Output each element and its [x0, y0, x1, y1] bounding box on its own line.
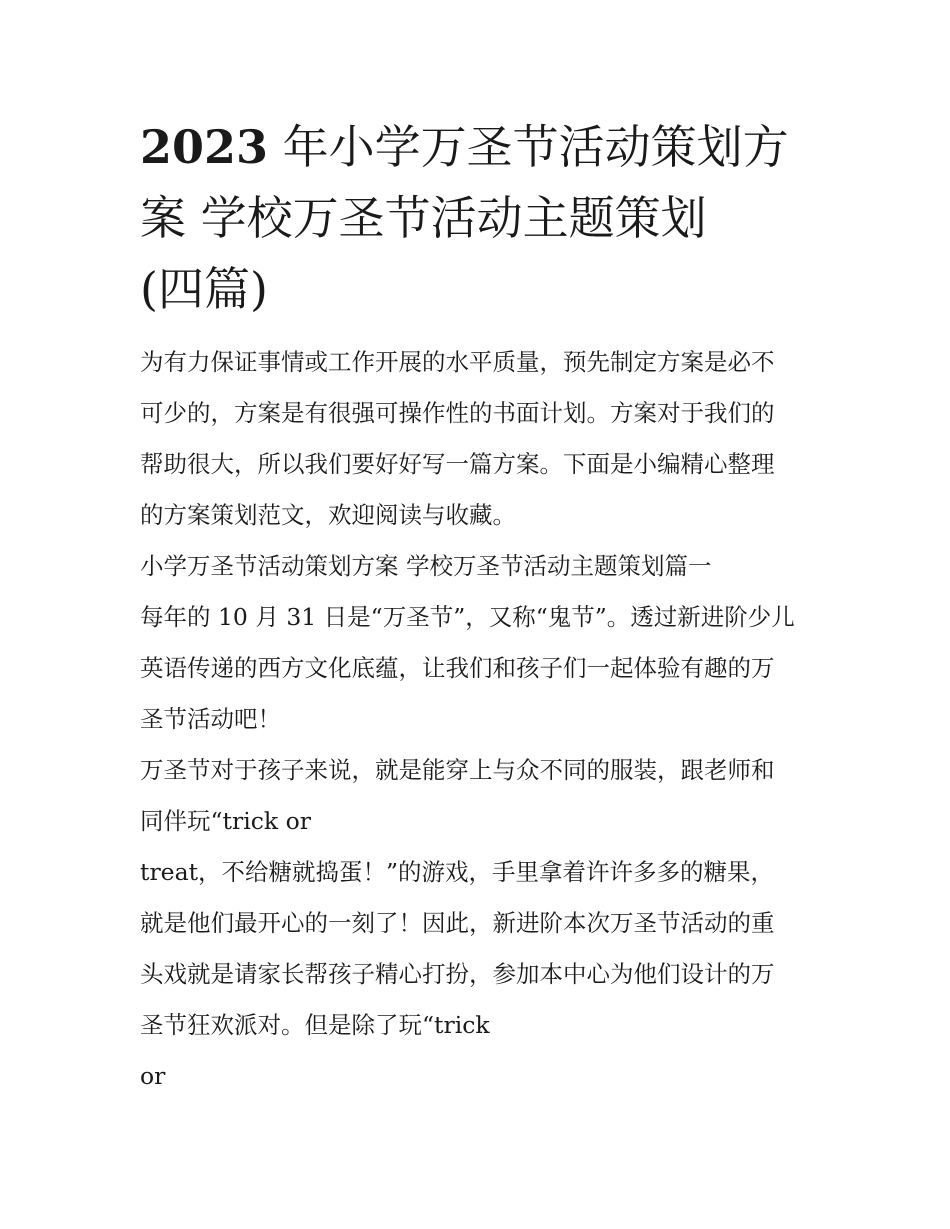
- para1-line-1: 每年的 10 月 31 日是“万圣节”，又称“鬼节”。透过新进阶少儿: [140, 603, 795, 631]
- para2-line-1: 万圣节对于孩子来说，就是能穿上与众不同的服装，跟老师和: [140, 756, 775, 784]
- para3-line-4: 圣节狂欢派对。但是除了玩“trick: [140, 1011, 490, 1039]
- para1-line-2: 英语传递的西方文化底蕴，让我们和孩子们一起体验有趣的万: [140, 654, 775, 682]
- para3-line-2: 就是他们最开心的一刻了！因此，新进阶本次万圣节活动的重: [140, 909, 775, 937]
- document-title: [140, 112, 820, 325]
- para2-line-2: 同伴玩“trick or: [140, 807, 311, 835]
- intro-line-3: 帮助很大，所以我们要好好写一篇方案。下面是小编精心整理: [140, 450, 775, 478]
- title-line-3: (四篇): [140, 262, 268, 316]
- section-heading: 小学万圣节活动策划方案 学校万圣节活动主题策划篇一: [140, 552, 712, 580]
- intro-line-2: 可少的，方案是有很强可操作性的书面计划。方案对于我们的: [140, 399, 775, 427]
- document-page: [140, 112, 820, 1102]
- para4-line-1: or: [140, 1062, 166, 1090]
- title-line-1-text: 年小学万圣节活动策划方: [268, 120, 789, 174]
- title-line-2: 案 学校万圣节活动主题策划: [140, 191, 707, 245]
- title-year: 2023: [140, 120, 269, 174]
- para3-line-3: 头戏就是请家长帮孩子精心打扮，参加本中心为他们设计的万: [140, 960, 775, 988]
- title-line-1: [140, 112, 820, 183]
- document-body: [140, 337, 820, 1102]
- intro-line-4: 的方案策划范文，欢迎阅读与收藏。: [140, 501, 516, 529]
- para1-line-3: 圣节活动吧！: [140, 705, 281, 733]
- intro-line-1: 为有力保证事情或工作开展的水平质量，预先制定方案是必不: [140, 348, 775, 376]
- para3-line-1: treat，不给糖就捣蛋！”的游戏，手里拿着许许多多的糖果，: [140, 858, 775, 886]
